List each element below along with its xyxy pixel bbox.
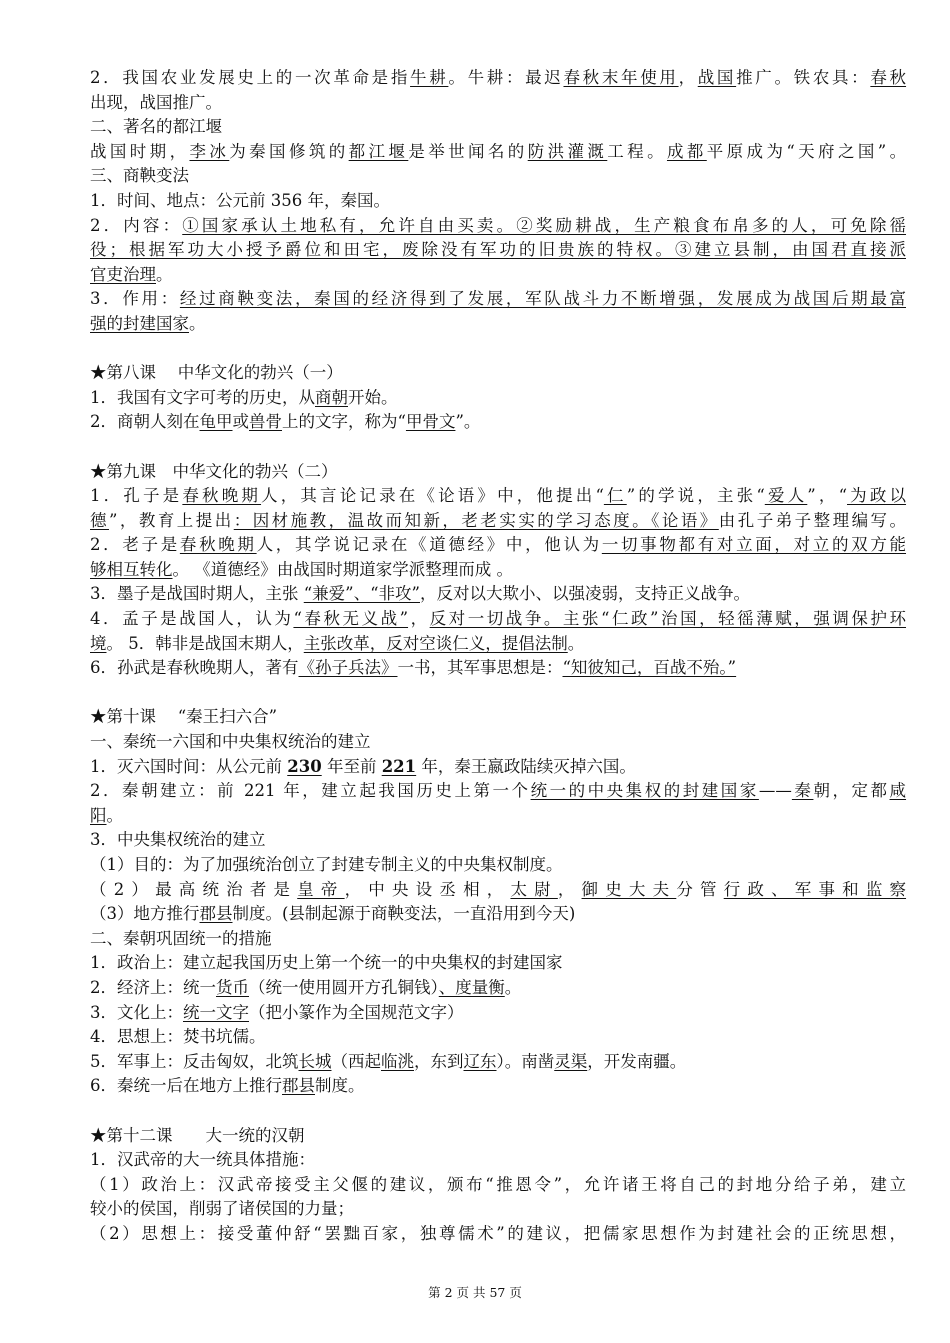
text-run: 年，秦王嬴政陆续灭掉六国。: [416, 756, 636, 776]
text-run: 2．秦朝建立：前 221 年，建立起我国历史上第一个: [90, 781, 531, 801]
text-run: ★第十课 “秦王扫六合”: [90, 707, 278, 727]
underlined-text: 主张改革，反对空谈仁义，提倡法制: [303, 633, 568, 653]
text-line: [90, 91, 906, 116]
underlined-text: 行政、军事和监察: [723, 879, 907, 899]
underlined-text: 德: [90, 510, 109, 530]
underlined-text: “知彼知己，百战不殆。”: [562, 658, 737, 678]
text-run: ，反对以大欺小、以强凌弱，支持正义战争。: [420, 584, 750, 604]
underlined-text: ：因材施教，温故而知新，老老实实的学习态度。《论语》: [233, 510, 719, 530]
underlined-text: 经过商鞅变法，秦国的经济得到了发展，军队战斗力不断增强，发展成为战国后期最富: [179, 289, 906, 309]
text-line: [90, 927, 906, 952]
underlined-text: 灵渠: [554, 1051, 588, 1071]
text-run: 3．文化上：: [90, 1002, 183, 1022]
text-run: ★第十二课 大一统的汉朝: [90, 1125, 305, 1145]
text-run: ★第八课 中华文化的勃兴（一）: [90, 363, 343, 383]
text-line: [90, 263, 906, 288]
text-run: 5．军事上：反击匈奴，北筑: [90, 1051, 299, 1071]
text-line: [90, 361, 906, 386]
text-run: ，: [408, 609, 430, 629]
text-run: ”的学说，主张“: [626, 486, 765, 506]
text-run: 一书，其军事思想是：: [397, 658, 563, 678]
text-line: [90, 853, 906, 878]
underlined-text: 战国: [697, 68, 737, 87]
text-run: 较小的侯国，削弱了诸侯国的力量；: [90, 1199, 354, 1219]
text-run: 二、秦朝巩固统一的措施: [90, 928, 272, 948]
text-run: （3）地方推行: [90, 904, 200, 924]
text-run: 。: [504, 977, 522, 997]
underlined-text: 、度量衡: [438, 977, 505, 997]
underlined-text: 够相互转化: [90, 559, 173, 579]
text-line: [90, 410, 906, 435]
text-run: 年至前: [321, 756, 382, 776]
text-line: [90, 66, 906, 91]
text-run: 4．孟子是战国人，认为: [90, 609, 294, 629]
blank-line: [90, 681, 906, 706]
text-run: 。牛耕：最迟: [448, 68, 564, 87]
text-line: [90, 140, 906, 165]
underlined-text: 辽东: [463, 1051, 497, 1071]
text-run: （西起: [331, 1051, 381, 1071]
text-line: [90, 582, 906, 607]
text-run: 二、著名的都江堰: [90, 117, 222, 137]
text-run: 1．时间、地点：公元前 356 年，秦国。: [90, 190, 390, 210]
underlined-text: 商朝: [315, 387, 348, 407]
text-run: 制度。(县制起源于商鞅变法，一直沿用到今天): [232, 904, 576, 924]
underlined-text: 长城: [298, 1051, 332, 1071]
text-run: 2．经济上：统一: [90, 977, 216, 997]
text-run: （1）目的：为了加强统治创立了封建专制主义的中央集权制度。: [90, 855, 563, 874]
text-line: [90, 189, 906, 214]
underlined-text: “春秋无义战”: [293, 609, 409, 629]
text-run: 或: [232, 412, 249, 432]
text-run: 为秦国修筑的: [229, 141, 349, 161]
text-run: 1．我国有文字可考的历史，从: [90, 387, 315, 407]
text-line: [90, 115, 906, 140]
text-run: 开始。: [348, 387, 398, 407]
underlined-text: 役；根据军功大小授予爵位和田宅，废除没有军功的旧贵族的特权。③建立县制，由国君直接派: [90, 240, 906, 260]
underlined-text: 咸: [889, 781, 907, 801]
text-line: [90, 460, 906, 485]
text-run: ，东到: [414, 1051, 464, 1071]
text-run: 工程。: [607, 141, 667, 161]
text-run: 1．孔子是: [90, 486, 183, 506]
text-run: 人，其言论记录在《论语》中，他提出“: [261, 486, 604, 506]
text-run: ”，“: [807, 486, 848, 506]
text-run: ，: [678, 68, 698, 87]
blank-line: [90, 1099, 906, 1124]
underlined-text: ①国家承认土地私有，允许自由买卖。②奖励耕战，生产粮食布帛多的人，可免除徭: [182, 215, 907, 235]
text-run: 1．灭六国时间：从公元前: [90, 756, 288, 776]
text-line: [90, 558, 906, 583]
underlined-text: 太尉: [510, 879, 558, 899]
text-line: [90, 878, 906, 903]
text-line: [90, 828, 906, 853]
text-run: 2．内容：: [90, 215, 183, 235]
text-line: [90, 287, 906, 312]
text-line: [90, 705, 906, 730]
text-run: 战国时期，: [90, 141, 190, 161]
underlined-text: 临洮: [381, 1051, 414, 1071]
text-line: [90, 976, 906, 1001]
text-line: [90, 607, 906, 632]
text-run: 4．思想上：焚书坑儒。: [90, 1027, 266, 1047]
underlined-text: 秦: [791, 781, 814, 801]
text-run: 出现，战国推广。: [90, 92, 222, 112]
text-line: [90, 1173, 906, 1198]
underlined-text: 货币: [216, 977, 249, 997]
text-line: [90, 164, 906, 189]
text-run: 分管: [676, 879, 724, 899]
underlined-text: 甲骨文: [405, 412, 456, 432]
underlined-text: 牛耕: [410, 68, 449, 87]
text-line: [90, 1025, 906, 1050]
underlined-text: 郡县: [199, 904, 233, 924]
underlined-text: 郡县: [282, 1076, 315, 1096]
text-line: [90, 1001, 906, 1026]
text-run: ，中央设丞相，: [344, 879, 511, 899]
underlined-text: 春秋晚期: [182, 486, 262, 506]
text-run: 1．政治上：建立起我国历史上第一个统一的中央集权的封建国家: [90, 953, 563, 973]
text-run: 3．墨子是战国时期人，主张: [90, 584, 304, 604]
underlined-text: 强的封建国家: [90, 313, 189, 333]
text-line: [90, 656, 906, 681]
text-line: [90, 755, 906, 780]
text-run: 制度。: [315, 1076, 365, 1096]
underlined-text: 防洪灌溉: [527, 141, 608, 161]
text-run: （2）思想上：接受董仲舒“罢黜百家，独尊儒术”的建议，把儒家思想作为封建社会的正统思想，: [90, 1223, 906, 1243]
text-line: [90, 730, 906, 755]
text-run: 2．我国农业发展史上的一次革命是指: [90, 68, 411, 87]
text-run: 3．中央集权统治的建立: [90, 830, 266, 850]
text-run: （统一使用圆开方孔铜钱）: [249, 977, 439, 997]
document-body: [90, 66, 906, 1247]
text-run: ”，教育上提出: [108, 510, 234, 530]
text-run: 1．汉武帝的大一统具体措施：: [90, 1150, 315, 1170]
text-line: [90, 779, 906, 804]
text-run: 2．老子是: [90, 535, 180, 555]
text-run: 由孔子弟子整理编写。: [718, 510, 907, 530]
text-run: 3．作用：: [90, 289, 180, 309]
text-line: [90, 1074, 906, 1099]
text-line: [90, 1124, 906, 1149]
underlined-text: 龟甲: [199, 412, 233, 432]
text-run: 。: [567, 633, 585, 653]
underlined-text: 春秋晚期: [179, 535, 257, 555]
underlined-text: 李冰: [189, 141, 230, 161]
text-run: 三、商鞅变法: [90, 166, 189, 186]
text-run: 2．商朝人刻在: [90, 412, 200, 432]
underlined-text: 春秋末年使用: [563, 68, 679, 87]
text-run: 。: [189, 313, 206, 333]
text-run: 。: [156, 264, 173, 284]
text-run: 一、秦统一六国和中央集权统治的建立: [90, 732, 371, 752]
underlined-text: 御史大夫: [581, 879, 677, 899]
text-line: [90, 1222, 906, 1247]
underlined-text: 统一文字: [183, 1002, 249, 1022]
text-run: （2）最高统治者是: [90, 879, 298, 899]
text-line: [90, 632, 906, 657]
text-line: [90, 902, 906, 927]
underlined-text: 221: [381, 756, 417, 776]
text-line: [90, 484, 906, 509]
text-line: [90, 509, 906, 534]
text-run: ，开发南疆。: [587, 1051, 687, 1071]
text-run: 6．秦统一后在地方上推行: [90, 1076, 282, 1096]
underlined-text: 仁: [603, 486, 627, 506]
text-line: [90, 386, 906, 411]
text-line: [90, 951, 906, 976]
underlined-text: 阳: [90, 805, 107, 825]
page-footer: 第 2 页 共 57 页: [428, 1285, 522, 1300]
underlined-text: “兼爱”、“非攻”: [303, 584, 420, 604]
text-run: ）。南凿: [496, 1051, 555, 1071]
text-run: 人，其学说记录在《道德经》中，他认为: [256, 535, 602, 555]
text-run: ——: [758, 781, 792, 801]
blank-line: [90, 435, 906, 460]
text-run: 朝，定都: [813, 781, 890, 801]
underlined-text: 皇帝: [297, 879, 345, 899]
text-run: ★第九课 中华文化的勃兴（二）: [90, 461, 338, 481]
underlined-text: 反对一切战争。主张“仁政”治国，轻徭薄赋，强调保护环: [429, 609, 907, 629]
underlined-text: 成都: [666, 141, 707, 161]
underlined-text: 一切事物都有对立面，对立的双方能: [601, 535, 907, 555]
underlined-text: 春秋: [870, 68, 907, 87]
text-line: [90, 312, 906, 337]
underlined-text: 230: [287, 756, 322, 776]
text-run: 6．孙武是春秋晚期人，著有: [90, 658, 299, 678]
text-line: [90, 1197, 906, 1222]
text-line: [90, 533, 906, 558]
text-run: 上的文字，称为“: [282, 412, 406, 432]
underlined-text: 统一的中央集权的封建国家: [530, 781, 759, 801]
text-line: [90, 238, 906, 263]
underlined-text: 兽骨: [249, 412, 282, 432]
text-run: ”。: [455, 412, 481, 432]
text-run: 是举世闻名的: [408, 141, 528, 161]
underlined-text: 官吏治理: [90, 264, 156, 284]
underlined-text: 为政以: [847, 486, 907, 506]
underlined-text: 爱人: [764, 486, 808, 506]
text-run: （1）政治上：汉武帝接受主父偃的建议，颁布“推恩令”，允许诸王将自己的封地分给子弟，建立: [90, 1174, 906, 1194]
text-run: ，: [557, 879, 582, 899]
underlined-text: 《孙子兵法》: [298, 658, 398, 678]
underlined-text: 境: [90, 633, 107, 653]
text-run: 。: [106, 805, 123, 825]
text-run: 。 《道德经》由战国时期道家学派整理而成 。: [172, 559, 513, 579]
text-line: [90, 1050, 906, 1075]
text-line: [90, 804, 906, 829]
blank-line: [90, 337, 906, 362]
text-line: [90, 1148, 906, 1173]
text-line: [90, 214, 906, 239]
text-run: 推广。铁农具：: [736, 68, 871, 87]
underlined-text: 都江堰: [348, 141, 409, 161]
text-run: 平原成为“天府之国”。: [706, 141, 907, 161]
text-run: 。 5．韩非是战国末期人，: [106, 633, 304, 653]
text-run: （把小篆作为全国规范文字）: [249, 1002, 464, 1022]
